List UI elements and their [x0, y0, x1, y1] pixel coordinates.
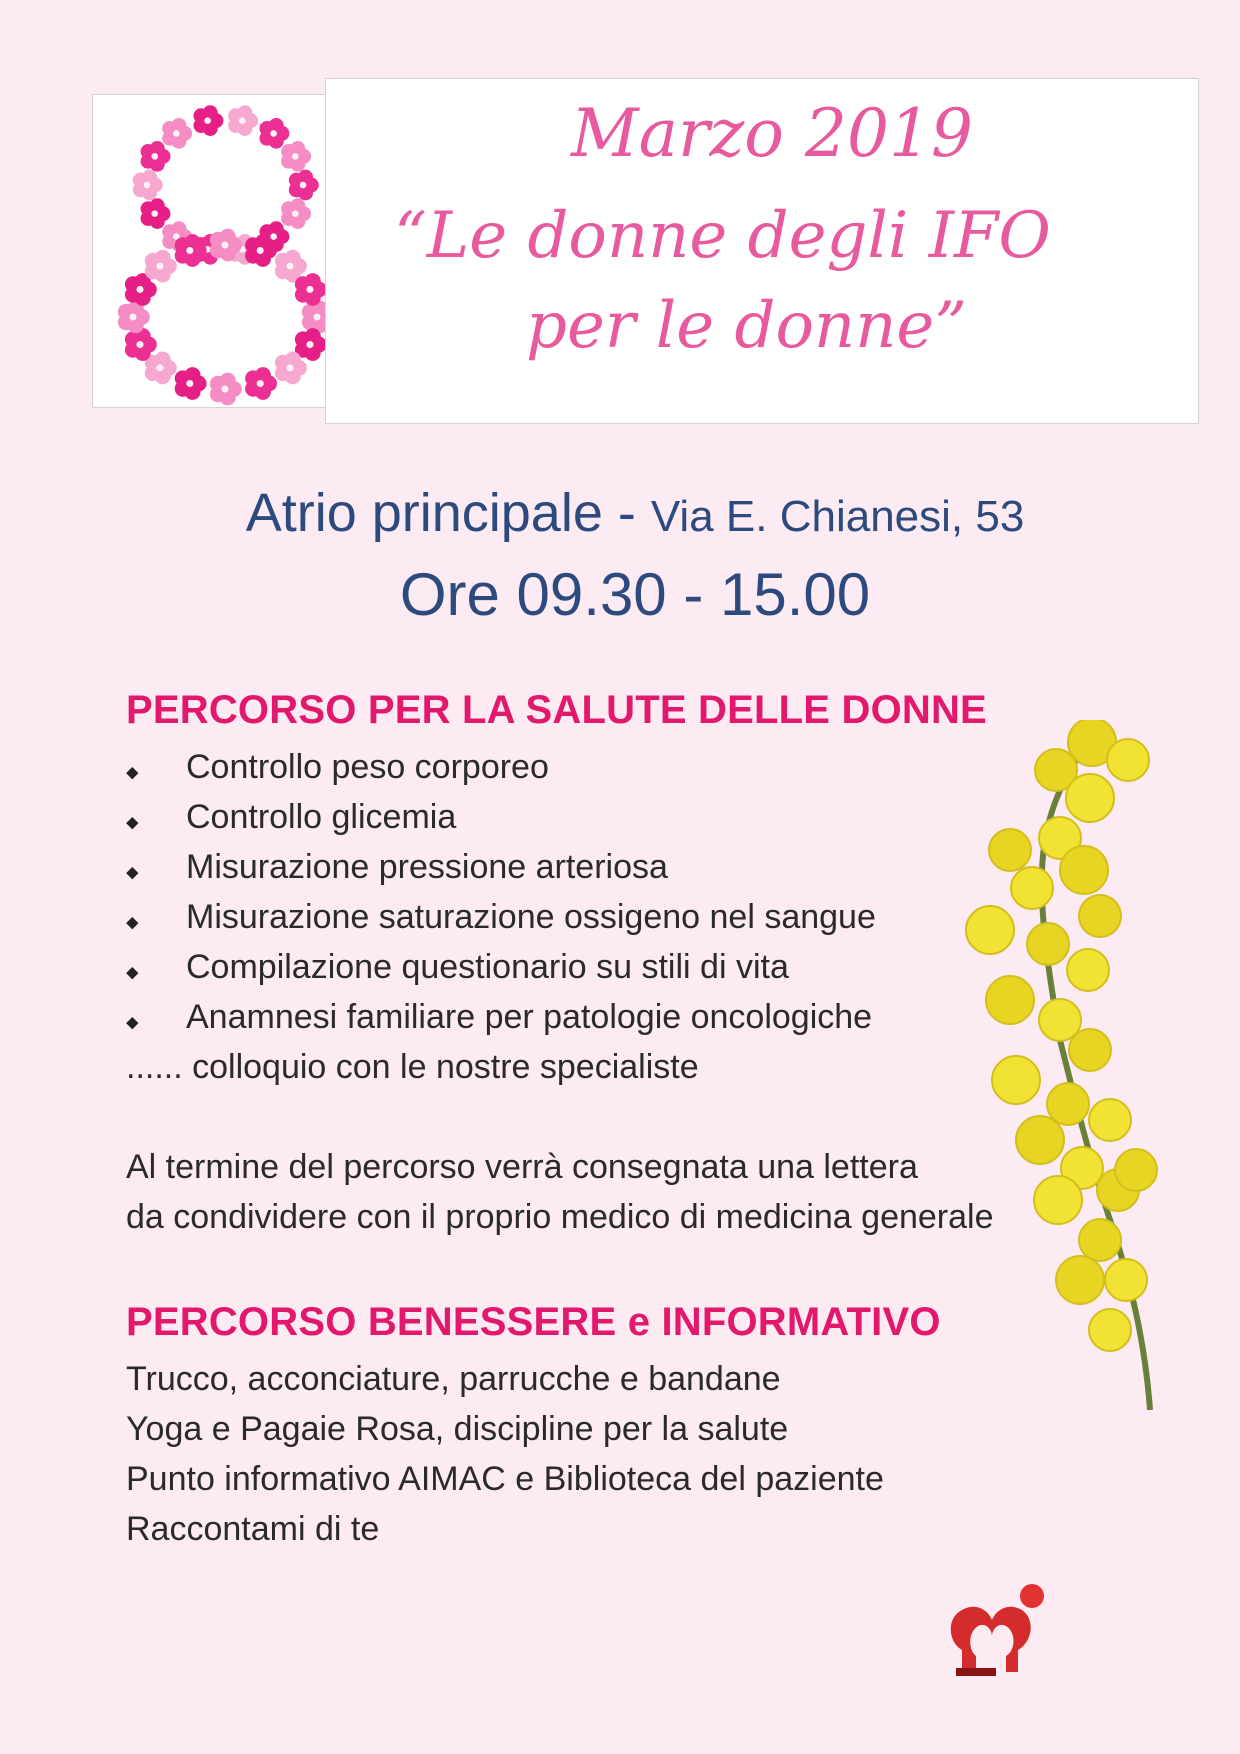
flower-icon [141, 141, 171, 172]
mimosa-puff-icon [1066, 774, 1114, 822]
mimosa-puff-icon [1047, 1083, 1089, 1125]
flower-icon [281, 198, 311, 229]
wellness-line: Punto informativo AIMAC e Biblioteca del paziente [126, 1460, 884, 1498]
flower-icon [133, 170, 163, 201]
ifo-logo-icon [940, 1580, 1060, 1680]
mimosa-puff-icon [1069, 1029, 1111, 1071]
mimosa-puff-icon [1034, 1176, 1082, 1224]
wellness-line: Yoga e Pagaie Rosa, discipline per la salute [126, 1410, 789, 1448]
flower-icon [228, 105, 258, 136]
venue-hours: Ore 09.30 - 15.00 [399, 561, 871, 628]
wellness-line: Raccontami di te [126, 1510, 380, 1548]
mimosa-puff-icon [1115, 1149, 1157, 1191]
mimosa-puff-icon [1107, 739, 1149, 781]
mimosa-puff-icon [1016, 1116, 1064, 1164]
mimosa-puff-icon [1089, 1309, 1131, 1351]
flower-icon [175, 367, 207, 400]
bullet-icon: ⬥ [126, 1012, 139, 1032]
bullet-icon: ⬥ [126, 862, 139, 882]
flower-icon [295, 273, 327, 306]
mimosa-puff-icon [1105, 1259, 1147, 1301]
flower-icon [259, 118, 289, 149]
flower-icon [281, 141, 311, 172]
note-text-line2: da condividere con il proprio medico di medicina generale [126, 1198, 994, 1236]
mimosa-puff-icon [1060, 846, 1108, 894]
event-title-continued: per le donne” [526, 289, 967, 363]
venue-place: Atrio principale - [245, 483, 651, 543]
wellness-line: Trucco, acconciature, parrucche e bandane [126, 1360, 781, 1398]
mimosa-puff-icon [1011, 867, 1053, 909]
flower-icon [118, 301, 150, 334]
bullet-icon: ⬥ [126, 962, 139, 982]
mimosa-puff-icon [1067, 949, 1109, 991]
wellness-path-title: PERCORSO BENESSERE e INFORMATIVO [126, 1300, 941, 1344]
venue-location [0, 482, 1240, 544]
list-item-label: Misurazione pressione arteriosa [186, 848, 668, 886]
flower-icon [193, 105, 223, 136]
mimosa-puff-icon [989, 829, 1031, 871]
flower-icon [162, 118, 192, 149]
mimosa-puff-icon [1027, 923, 1069, 965]
event-title: “Le donne degli IFO [394, 199, 1051, 273]
flower-icon [210, 373, 242, 406]
mimosa-puff-icon [1079, 1219, 1121, 1261]
mimosa-puff-icon [1079, 895, 1121, 937]
flower-eight-icon [92, 94, 358, 408]
venue-address: Via E. Chianesi, 53 [650, 492, 1025, 541]
flower-icon [145, 250, 177, 283]
flower-icon [141, 198, 171, 229]
flower-icon [289, 170, 319, 201]
list-item-label: Controllo glicemia [186, 798, 457, 836]
mimosa-branch-icon [960, 720, 1160, 1410]
bullet-icon: ⬥ [126, 762, 139, 782]
event-title-box [325, 78, 1199, 424]
bullet-icon: ⬥ [126, 912, 139, 932]
mimosa-puff-icon [966, 906, 1014, 954]
mimosa-puff-icon [1089, 1099, 1131, 1141]
list-item-label: Anamnesi familiare per patologie oncologiche [186, 998, 873, 1036]
mimosa-puff-icon [1056, 1256, 1104, 1304]
flower-icon [245, 367, 277, 400]
list-item-label: Controllo peso corporeo [186, 748, 549, 786]
list-item-label: Misurazione saturazione ossigeno nel sangue [186, 898, 876, 936]
note-text-line1: Al termine del percorso verrà consegnata una lettera [126, 1148, 918, 1186]
followup-text: ...... colloquio con le nostre specialiste [126, 1048, 699, 1086]
event-date: Marzo 2019 [571, 95, 973, 172]
health-path-title: PERCORSO PER LA SALUTE DELLE DONNE [126, 688, 987, 732]
mimosa-puff-icon [986, 976, 1034, 1024]
list-item-label: Compilazione questionario su stili di vita [186, 948, 789, 986]
mimosa-puff-icon [992, 1056, 1040, 1104]
bullet-icon: ⬥ [126, 812, 139, 832]
